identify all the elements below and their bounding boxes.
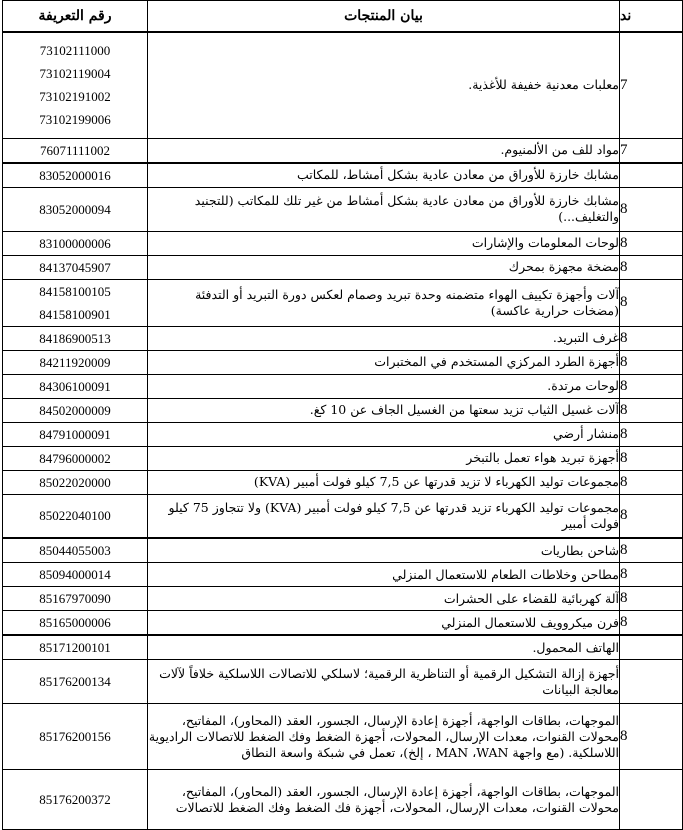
section-number: 8: [620, 470, 683, 494]
section-number: 8: [620, 255, 683, 279]
tariff-code: 85165000006: [39, 615, 111, 630]
tariff-code-cell: [3, 163, 148, 188]
product-description: أجهزة إزالة التشكيل الرقمية أو التناظرية الرقمية؛ لاسلكي للاتصالات اللاسلكية خلافاً لآلات معالجة البيانات: [148, 660, 620, 704]
table-row: [3, 611, 683, 636]
tariff-code-cell: [3, 231, 148, 255]
tariff-code: 73102111000: [39, 43, 111, 59]
tariff-code: 85171200101: [39, 640, 111, 655]
table-row: [3, 704, 683, 770]
tariff-code-cell: [3, 770, 148, 830]
tariff-table: [2, 0, 683, 830]
tariff-code: 85167970090: [39, 591, 111, 606]
product-description: شاحن بطاريات: [148, 538, 620, 563]
table-row: [3, 350, 683, 374]
tariff-code: 84211920009: [39, 354, 111, 370]
section-number: 8: [620, 611, 683, 636]
product-description: مجموعات توليد الكهرباء لا تزيد قدرتها عن 7,5 كيلو فولت أمبير (KVA): [148, 470, 620, 494]
tariff-code-cell: [3, 635, 148, 660]
tariff-code-cell: [3, 32, 148, 138]
product-description: الهاتف المحمول.: [148, 635, 620, 660]
table-row: [3, 279, 683, 326]
tariff-code-cell: [3, 660, 148, 704]
table-body: [3, 32, 683, 830]
product-description: مطاحن وخلاطات الطعام للاستعمال المنزلي: [148, 563, 620, 587]
table-row: [3, 326, 683, 350]
section-number: [620, 770, 683, 830]
section-number: 8: [620, 563, 683, 587]
tariff-code-cell: [3, 563, 148, 587]
section-number: 8: [620, 279, 683, 326]
tariff-code-cell: [3, 422, 148, 446]
section-number: [620, 660, 683, 704]
tariff-code: 83052000094: [39, 201, 111, 217]
tariff-code-cell: [3, 255, 148, 279]
tariff-code-cell: [3, 374, 148, 398]
product-description: فرن ميكروويف للاستعمال المنزلي: [148, 611, 620, 636]
tariff-code: 73102119004: [39, 66, 111, 82]
header-description: بيان المنتجات: [148, 1, 620, 33]
tariff-code-cell: [3, 187, 148, 231]
section-number: 8: [620, 587, 683, 611]
tariff-code-cell: [3, 279, 148, 326]
header-section: ند: [620, 1, 683, 33]
product-description: معلبات معدنية خفيفة للأغذية.: [148, 32, 620, 138]
table-row: [3, 422, 683, 446]
product-description: آلات غسيل الثياب تزيد سعتها من الغسيل الجاف عن 10 كغ.: [148, 398, 620, 422]
product-description: غرف التبريد.: [148, 326, 620, 350]
product-description: مواد للف من الألمنيوم.: [148, 138, 620, 163]
section-number: 8: [620, 422, 683, 446]
tariff-code: 76071111002: [39, 142, 111, 158]
tariff-code: 73102191002: [39, 89, 111, 105]
section-number: 8: [620, 187, 683, 231]
table-row: [3, 538, 683, 563]
tariff-code: 84791000091: [39, 426, 111, 442]
product-description: أجهزة الطرد المركزي المستخدم في المختبرات: [148, 350, 620, 374]
tariff-code: 85094000014: [39, 567, 111, 582]
section-number: 8: [620, 538, 683, 563]
product-description: لوحات مرتدة.: [148, 374, 620, 398]
product-description: أجهزة تبريد هواء تعمل بالتبخر: [148, 446, 620, 470]
product-description: مشابك خارزة للأوراق من معادن عادية بشكل أمشاط من غير تلك للمكاتب (للتجنيد والتغليف...): [148, 187, 620, 231]
tariff-code: 85022040100: [39, 508, 111, 524]
tariff-code-cell: [3, 138, 148, 163]
section-number: 8: [620, 374, 683, 398]
tariff-code-cell: [3, 326, 148, 350]
table-row: [3, 587, 683, 611]
section-number: 7: [620, 32, 683, 138]
section-number: [620, 635, 683, 660]
section-number: 7: [620, 138, 683, 163]
section-number: 8: [620, 704, 683, 770]
table-row: [3, 187, 683, 231]
tariff-code: 85176200134: [39, 674, 111, 689]
tariff-code: 84796000002: [39, 450, 111, 466]
product-description: منشار أرضي: [148, 422, 620, 446]
tariff-code-cell: [3, 611, 148, 636]
product-description: الموجهات، بطاقات الواجهة، أجهزة إعادة الإرسال، الجسور، العقد (المحاور)، المفاتيح، محولات القنوات، معدات الإرسال، المحولات، أجهزة الضغط وفك الضغط للاتصالات الراديوية اللاسلكية. (مع واجهة MAN ،WAN ، إلخ)، تعمل في شبكة واسعة النطاق: [148, 704, 620, 770]
table-row: [3, 635, 683, 660]
table-row: [3, 398, 683, 422]
table-row: [3, 138, 683, 163]
table-row: [3, 163, 683, 188]
tariff-code: 84158100105: [39, 283, 111, 299]
section-number: 8: [620, 326, 683, 350]
section-number: 8: [620, 446, 683, 470]
product-description: آلة كهربائية للقضاء على الحشرات: [148, 587, 620, 611]
tariff-code-cell: [3, 704, 148, 770]
product-description: مجموعات توليد الكهرباء تزيد قدرتها عن 7,5 كيلو فولت أمبير (KVA) ولا تتجاوز 75 كيلو فولت أمبير: [148, 494, 620, 538]
table-row: [3, 470, 683, 494]
table-row: [3, 231, 683, 255]
tariff-code: 73102199006: [39, 112, 111, 128]
tariff-code-cell: [3, 350, 148, 374]
tariff-code: 84158100901: [39, 306, 111, 322]
product-description: الموجهات، بطاقات الواجهة، أجهزة إعادة الإرسال، الجسور، العقد (المحاور)، المفاتيح، محولات القنوات، معدات الإرسال، المحولات، أجهزة فك الضغط وفك الضغط للاتصالات: [148, 770, 620, 830]
tariff-code: 84137045907: [39, 259, 111, 275]
tariff-code-cell: [3, 587, 148, 611]
table-row: [3, 770, 683, 830]
tariff-code: 83100000006: [39, 235, 111, 251]
table-row: [3, 374, 683, 398]
table-row: [3, 494, 683, 538]
table-row: [3, 32, 683, 138]
tariff-code: 85176200372: [39, 792, 111, 807]
tariff-code-cell: [3, 470, 148, 494]
tariff-code: 84502000009: [39, 402, 111, 418]
tariff-code: 85176200156: [39, 729, 111, 744]
header-row: [3, 1, 683, 33]
table-row: [3, 446, 683, 470]
tariff-code: 85022020000: [39, 474, 111, 490]
tariff-code: 84306100091: [39, 378, 111, 394]
tariff-code-cell: [3, 538, 148, 563]
section-number: [620, 163, 683, 188]
tariff-code-cell: [3, 398, 148, 422]
header-tariff-code: رقم التعريفة: [3, 1, 148, 33]
section-number: 8: [620, 231, 683, 255]
product-description: مضخة مجهزة بمحرك: [148, 255, 620, 279]
table-row: [3, 563, 683, 587]
tariff-code-cell: [3, 494, 148, 538]
product-description: مشابك خارزة للأوراق من معادن عادية بشكل أمشاط، للمكاتب: [148, 163, 620, 188]
table-row: [3, 660, 683, 704]
tariff-code-cell: [3, 446, 148, 470]
tariff-code: 85044055003: [39, 543, 111, 558]
tariff-code: 84186900513: [39, 330, 111, 346]
table-row: [3, 255, 683, 279]
tariff-code: 83052000016: [39, 167, 111, 183]
product-description: آلات وأجهزة تكييف الهواء متضمنه وحدة تبريد وصمام لعكس دورة التبريد أو التدفئة (مضخات حرارية عاكسة): [148, 279, 620, 326]
section-number: 8: [620, 398, 683, 422]
product-description: لوحات المعلومات والإشارات: [148, 231, 620, 255]
section-number: 8: [620, 494, 683, 538]
section-number: 8: [620, 350, 683, 374]
